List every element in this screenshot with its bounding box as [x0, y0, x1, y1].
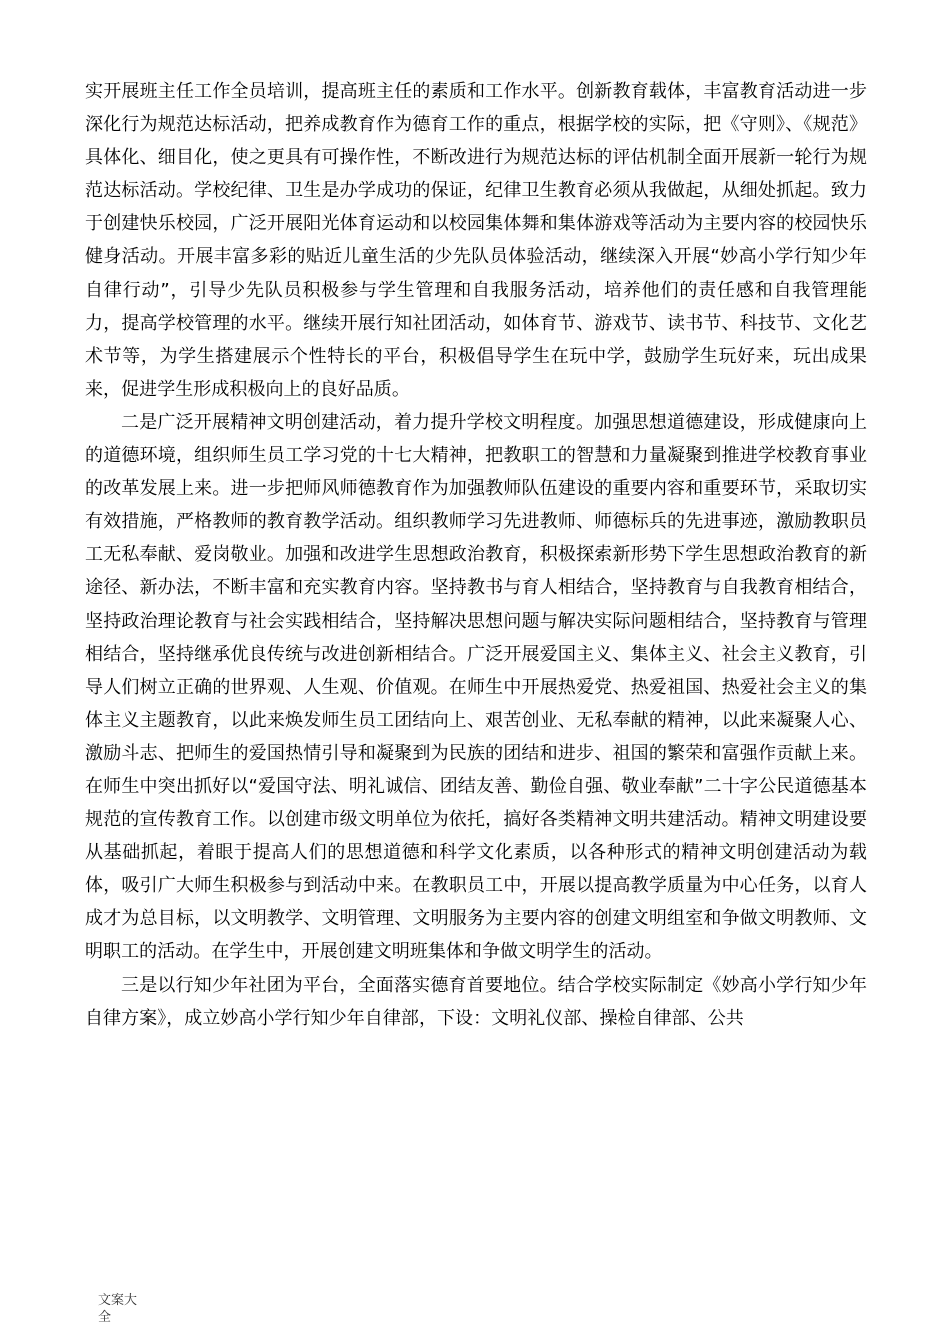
paragraph-1: 实开展班主任工作全员培训，提高班主任的素质和工作水平。创新教育载体，丰富教育活动进一步深化行为规范达标活动，把养成教育作为德育工作的重点，根据学校的实际，把《守则》、《规范》具体化、细目化，使之更具有可操作性，不断改进行为规范达标的评估机制全面开展新一轮行为规范达标活动。学校纪律、卫生是办学成功的保证，纪律卫生教育必须从我做起，从细处抓起。致力于创建快乐校园，广泛开展阳光体育运动和以校园集体舞和集体游戏等活动为主要内容的校园快乐健身活动。开展丰富多彩的贴近儿童生活的少先队员体验活动，继续深入开展“妙高小学行知少年自律行动”，引导少先队员积极参与学生管理和自我服务活动，培养他们的责任感和自我管理能力，提高学校管理的水平。继续开展行知社团活动，如体育节、游戏节、读书节、科技节、文化艺术节等，为学生搭建展示个性特长的平台，积极倡导学生在玩中学，鼓励学生玩好来，玩出成果来，促进学生形成积极向上的良好品质。: [85, 81, 867, 400]
page-footer: 文案大全: [98, 1293, 138, 1325]
document-body: [85, 75, 867, 1035]
paragraph-2: 二是广泛开展精神文明创建活动，着力提升学校文明程度。加强思想道德建设，形成健康向上的道德环境，组织师生员工学习党的十七大精神，把教职工的智慧和力量凝聚到推进学校教育事业的改革发展上来。进一步把师风师德教育作为加强教师队伍建设的重要内容和重要环节，采取切实有效措施，严格教师的教育教学活动。组织教师学习先进教师、师德标兵的先进事迹，激励教职员工无私奉献、爱岗敬业。加强和改进学生思想政治教育，积极探索新形势下学生思想政治教育的新途径、新办法，不断丰富和充实教育内容。坚持教书与育人相结合，坚持教育与自我教育相结合，坚持政治理论教育与社会实践相结合，坚持解决思想问题与解决实际问题相结合，坚持教育与管理相结合，坚持继承优良传统与改进创新相结合。广泛开展爱国主义、集体主义、社会主义教育，引导人们树立正确的世界观、人生观、价值观。在师生中开展热爱党、热爱祖国、热爱社会主义的集体主义主题教育，以此来焕发师生员工团结向上、艰苦创业、无私奉献的精神，以此来凝聚人心、激励斗志、把师生的爱国热情引导和凝聚到为民族的团结和进步、祖国的繁荣和富强作贡献上来。在师生中突出抓好以“爱国守法、明礼诚信、团结友善、勤俭自强、敬业奉献”二十字公民道德基本规范的宣传教育工作。以创建市级文明单位为依托，搞好各类精神文明共建活动。精神文明建设要从基础抓起，着眼于提高人们的思想道德和科学文化素质，以各种形式的精神文明创建活动为载体，吸引广大师生积极参与到活动中来。在教职员工中，开展以提高教学质量为中心任务，以育人成才为总目标，以文明教学、文明管理、文明服务为主要内容的创建文明组室和争做文明教师、文明职工的活动。在学生中，开展创建文明班集体和争做文明学生的活动。: [85, 411, 867, 963]
paragraph-3: 三是以行知少年社团为平台，全面落实德育首要地位。结合学校实际制定《妙高小学行知少年自律方案》，成立妙高小学行知少年自律部，下设：文明礼仪部、操检自律部、公共: [85, 974, 867, 1029]
